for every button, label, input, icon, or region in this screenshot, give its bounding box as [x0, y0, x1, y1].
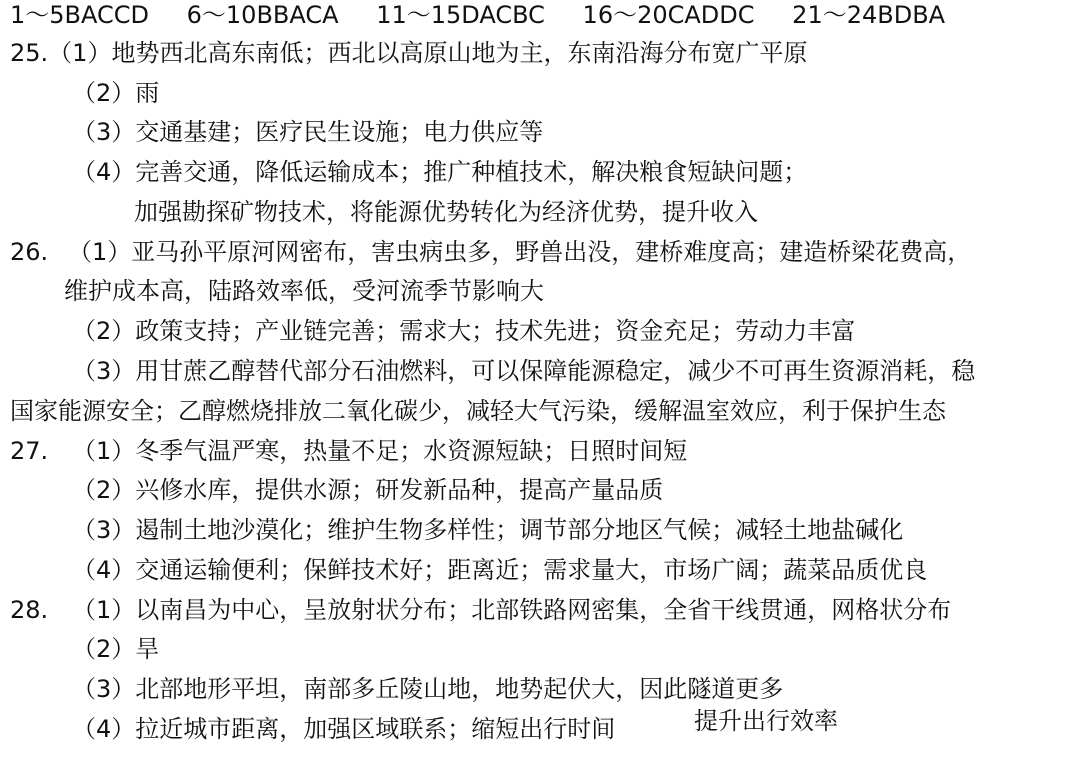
mcq-answers-row — [10, 0, 945, 30]
mcq-group-4: 16～20CADDC — [582, 1, 755, 29]
q28-part2: （2）旱 — [72, 635, 160, 663]
q25-number: 25. — [10, 39, 49, 67]
q26-part3-line1: （3）用甘蔗乙醇替代部分石油燃料，可以保障能源稳定，减少不可再生资源消耗，稳 — [72, 357, 976, 385]
q27-part1-text: （1）冬季气温严寒，热量不足；水资源短缺；日照时间短 — [72, 437, 688, 465]
mcq-group-2: 6～10BBACA — [186, 1, 339, 29]
mcq-group-3: 11～15DACBC — [376, 1, 545, 29]
q26-part1-text: （1）亚马孙平原河网密布，害虫病虫多，野兽出没，建桥难度高；建造桥梁花费高， — [68, 238, 972, 266]
mcq-group-1: 1～5BACCD — [10, 1, 149, 29]
q27-part1 — [10, 436, 687, 466]
q27-part2: （2）兴修水库，提供水源；研发新品种，提高产量品质 — [72, 476, 664, 504]
q28-part3: （3）北部地形平坦，南部多丘陵山地，地势起伏大，因此隧道更多 — [72, 675, 784, 703]
q26-part3-line2: 国家能源安全；乙醇燃烧排放二氧化碳少，减轻大气污染，缓解温室效应，利于保护生态 — [10, 397, 946, 425]
mcq-group-5: 21～24BDBA — [792, 1, 946, 29]
q27-part3: （3）遏制土地沙漠化；维护生物多样性；调节部分地区气候；减轻土地盐碱化 — [72, 516, 904, 544]
q25-part4-line2: 加强勘探矿物技术，将能源优势转化为经济优势，提升收入 — [134, 198, 758, 226]
q27-part4: （4）交通运输便利；保鲜技术好；距离近；需求量大，市场广阔；蔬菜品质优良 — [72, 556, 928, 584]
q25-part1-text: （1）地势西北高东南低；西北以高原山地为主，东南沿海分布宽广平原 — [48, 39, 808, 67]
q28-number: 28. — [10, 596, 49, 624]
q25-part1 — [10, 38, 807, 68]
q28-part1 — [10, 595, 951, 625]
q25-part2: （2）雨 — [72, 79, 160, 107]
q28-part4-line2: 提升出行效率 — [694, 707, 838, 735]
q27-number: 27. — [10, 437, 49, 465]
q26-number: 26. — [10, 238, 49, 266]
q28-part4-line1: （4）拉近城市距离，加强区域联系；缩短出行时间 — [72, 715, 616, 743]
q26-part1-line2: 维护成本高，陆路效率低，受河流季节影响大 — [64, 277, 544, 305]
q26-part2: （2）政策支持；产业链完善；需求大；技术先进；资金充足；劳动力丰富 — [72, 317, 856, 345]
q28-part1-text: （1）以南昌为中心，呈放射状分布；北部铁路网密集，全省干线贯通，网格状分布 — [72, 596, 952, 624]
q25-part4-line1: （4）完善交通，降低运输成本；推广种植技术，解决粮食短缺问题； — [72, 158, 808, 186]
q26-part1-line1 — [10, 237, 971, 267]
q25-part3: （3）交通基建；医疗民生设施；电力供应等 — [72, 118, 544, 146]
